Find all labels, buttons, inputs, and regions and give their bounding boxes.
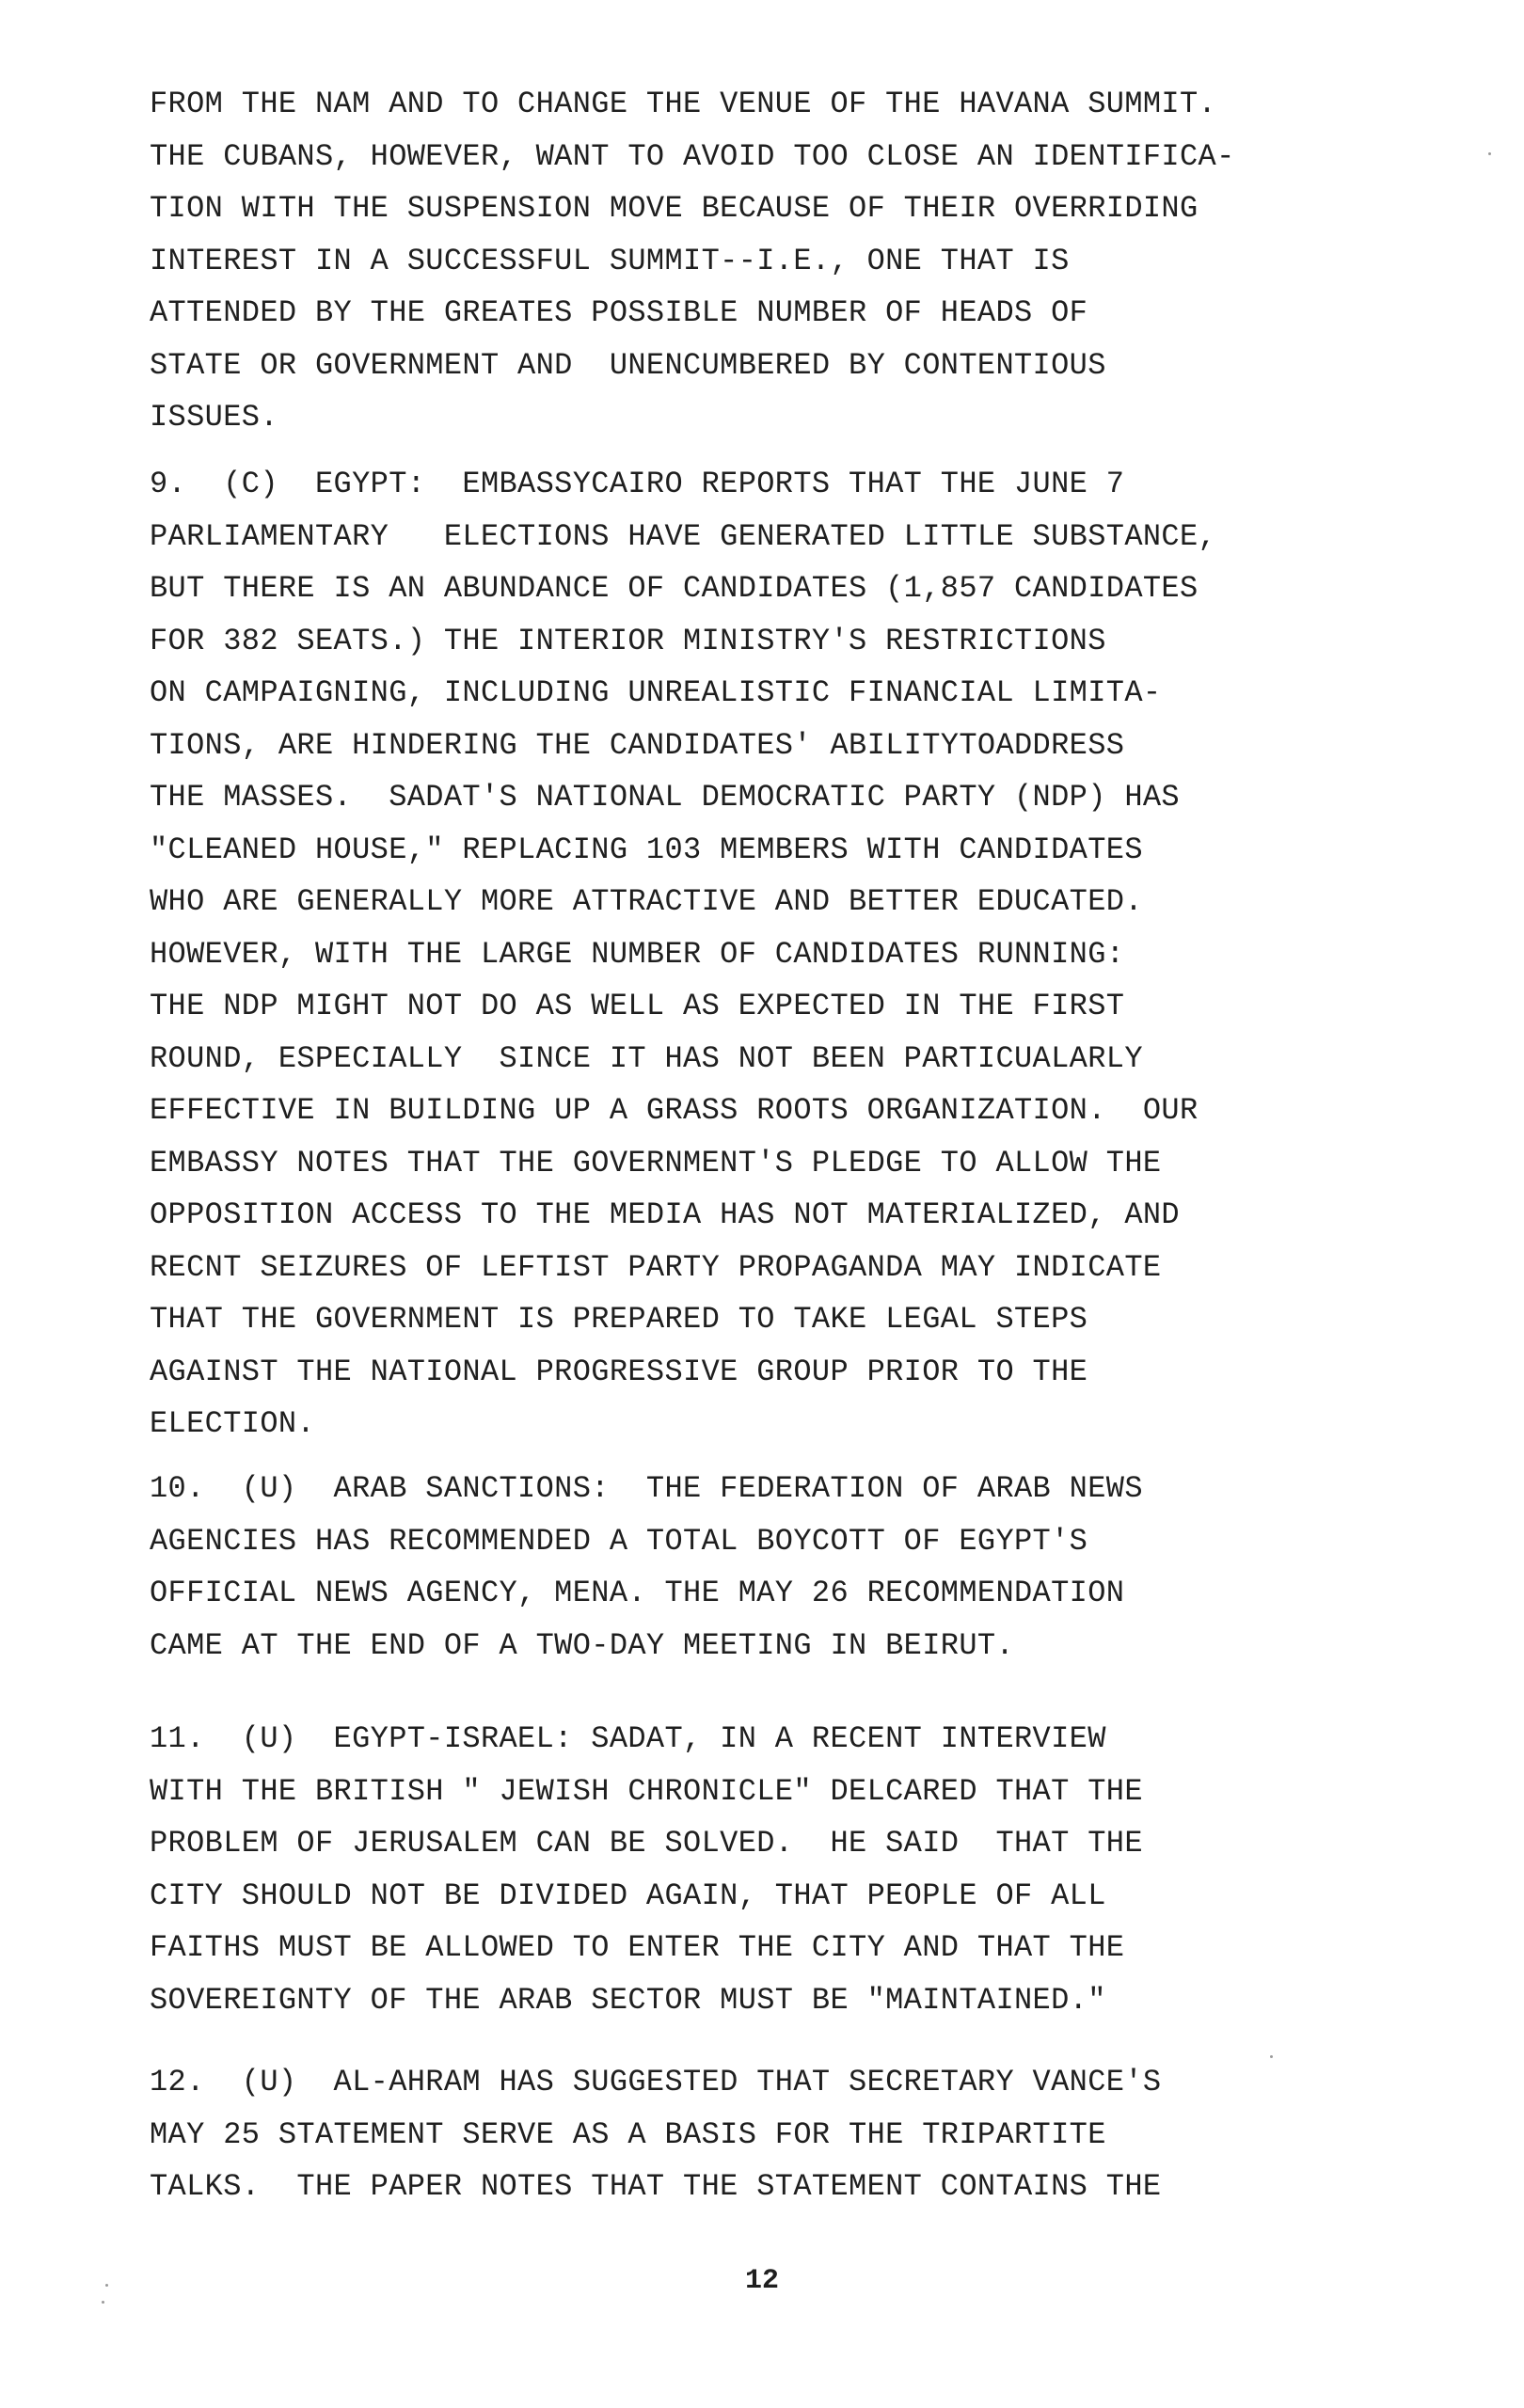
text-line: ATTENDED BY THE GREATES POSSIBLE NUMBER OF HEADS OF [150,295,1088,330]
text-line: TALKS. THE PAPER NOTES THAT THE STATEMENT CONTAINS THE [150,2169,1162,2204]
text-line: PARLIAMENTARY ELECTIONS HAVE GENERATED LITTLE SUBSTANCE, [150,518,1217,554]
text-line: THE MASSES. SADAT'S NATIONAL DEMOCRATIC PARTY (NDP) HAS [150,780,1180,815]
page-number: 12 [744,2265,779,2297]
scan-speck [105,2284,108,2287]
text-line: EFFECTIVE IN BUILDING UP A GRASS ROOTS ORGANIZATION. OUR [150,1093,1199,1128]
text-line: FOR 382 SEATS.) THE INTERIOR MINISTRY'S RESTRICTIONS [150,623,1106,658]
text-line: HOWEVER, WITH THE LARGE NUMBER OF CANDIDATES RUNNING: [150,936,1125,972]
text-line: ELECTION. [150,1406,315,1441]
text-line: THAT THE GOVERNMENT IS PREPARED TO TAKE LEGAL STEPS [150,1302,1088,1337]
paragraph-9-egypt [150,458,1401,1450]
text-line: MAY 25 STATEMENT SERVE AS A BASIS FOR THE TRIPARTITE [150,2116,1106,2152]
text-line: INTEREST IN A SUCCESSFUL SUMMIT--I.E., ONE THAT IS [150,243,1070,278]
text-line: BUT THERE IS AN ABUNDANCE OF CANDIDATES (1,857 CANDIDATES [150,571,1199,606]
paragraph-10-arab-sanctions [150,1463,1401,1671]
scan-speck [1488,152,1491,155]
text-line: 11. (U) EGYPT-ISRAEL: SADAT, IN A RECENT INTERVIEW [150,1721,1106,1756]
text-line: 10. (U) ARAB SANCTIONS: THE FEDERATION OF ARAB NEWS [150,1471,1143,1506]
text-line: TION WITH THE SUSPENSION MOVE BECAUSE OF THEIR OVERRIDING [150,191,1199,226]
scan-speck [1270,2055,1273,2058]
text-line: THE NDP MIGHT NOT DO AS WELL AS EXPECTED IN THE FIRST [150,989,1125,1023]
paragraph-12-al-ahram [150,2056,1401,2213]
text-line: FAITHS MUST BE ALLOWED TO ENTER THE CITY AND THAT THE [150,1930,1125,1965]
text-line: THE CUBANS, HOWEVER, WANT TO AVOID TOO CLOSE AN IDENTIFICA- [150,138,1235,174]
text-line: 9. (C) EGYPT: EMBASSYCAIRO REPORTS THAT THE JUNE 7 [150,467,1125,501]
text-line: CITY SHOULD NOT BE DIVIDED AGAIN, THAT PEOPLE OF ALL [150,1877,1106,1913]
text-line: STATE OR GOVERNMENT AND UNENCUMBERED BY CONTENTIOUS [150,347,1106,383]
text-line: TIONS, ARE HINDERING THE CANDIDATES' ABILITYTOADDRESS [150,727,1125,763]
text-line: ISSUES. [150,400,278,435]
text-line: OPPOSITION ACCESS TO THE MEDIA HAS NOT MATERIALIZED, AND [150,1197,1180,1232]
text-line: ON CAMPAIGNING, INCLUDING UNREALISTIC FINANCIAL LIMITA- [150,675,1162,710]
text-line: OFFICIAL NEWS AGENCY, MENA. THE MAY 26 RECOMMENDATION [150,1576,1125,1610]
scan-speck [102,2301,104,2304]
text-line: PROBLEM OF JERUSALEM CAN BE SOLVED. HE SAID THAT THE [150,1826,1143,1861]
text-line: AGENCIES HAS RECOMMENDED A TOTAL BOYCOTT OF EGYPT'S [150,1523,1088,1559]
paragraph-11-egypt-israel [150,1713,1401,2026]
text-line: CAME AT THE END OF A TWO-DAY MEETING IN BEIRUT. [150,1627,1014,1663]
text-line: EMBASSY NOTES THAT THE GOVERNMENT'S PLEDGE TO ALLOW THE [150,1145,1162,1180]
text-line: 12. (U) AL-AHRAM HAS SUGGESTED THAT SECRETARY VANCE'S [150,2065,1162,2099]
text-line: "CLEANED HOUSE," REPLACING 103 MEMBERS WITH CANDIDATES [150,832,1143,867]
paragraph-8-continued [150,78,1401,444]
text-line: SOVEREIGNTY OF THE ARAB SECTOR MUST BE "MAINTAINED." [150,1982,1106,2018]
text-line: ROUND, ESPECIALLY SINCE IT HAS NOT BEEN PARTICUALARLY [150,1040,1143,1076]
text-line: AGAINST THE NATIONAL PROGRESSIVE GROUP PRIOR TO THE [150,1354,1088,1389]
text-line: FROM THE NAM AND TO CHANGE THE VENUE OF THE HAVANA SUMMIT. [150,87,1217,121]
text-line: WITH THE BRITISH " JEWISH CHRONICLE" DELCARED THAT THE [150,1773,1143,1809]
text-line: WHO ARE GENERALLY MORE ATTRACTIVE AND BETTER EDUCATED. [150,884,1143,919]
text-line: RECNT SEIZURES OF LEFTIST PARTY PROPAGANDA MAY INDICATE [150,1249,1162,1285]
